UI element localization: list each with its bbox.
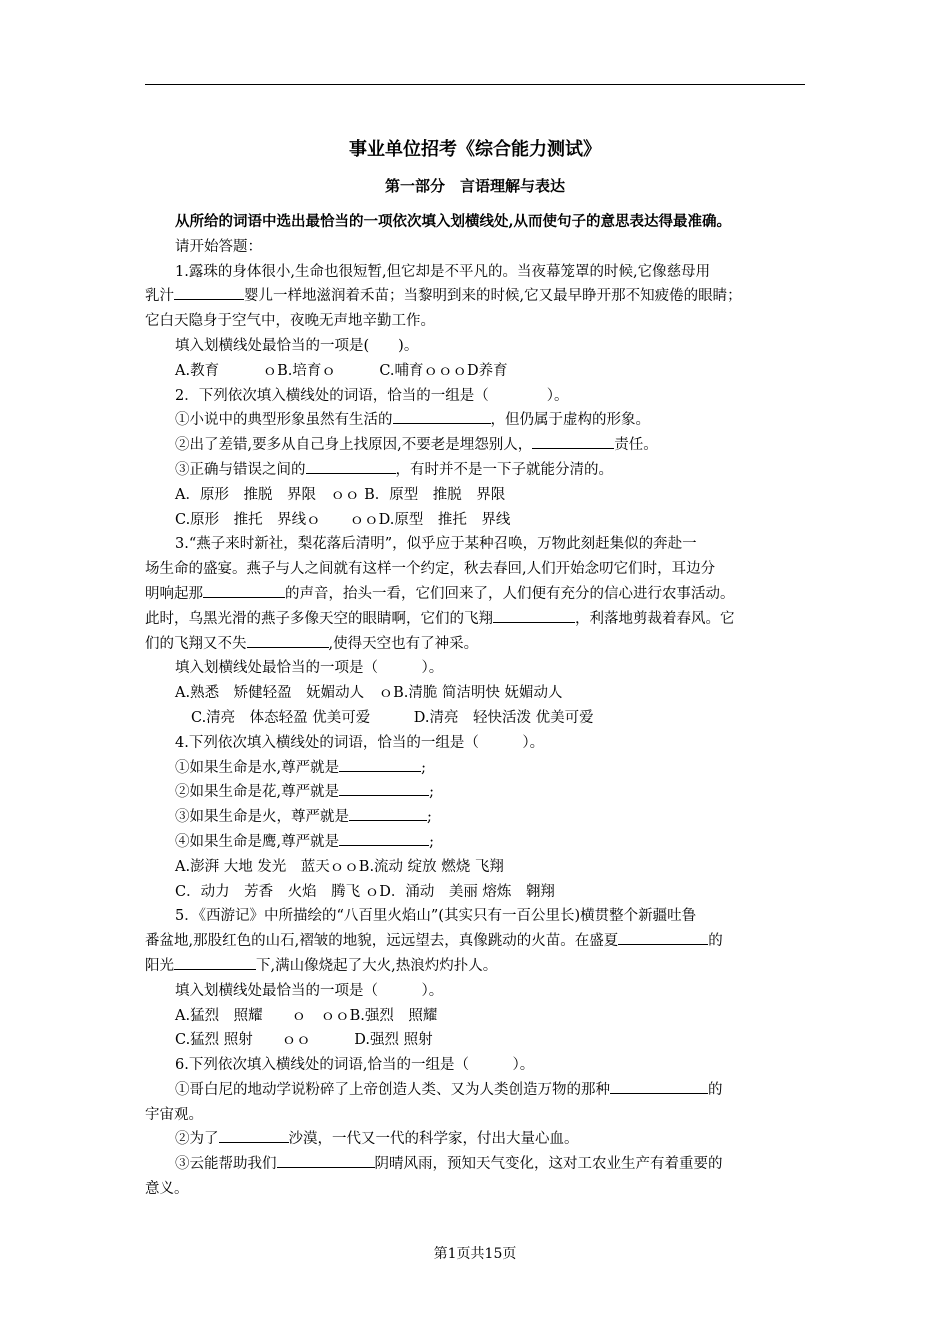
answer-blank xyxy=(174,954,256,970)
q3-prompt: 填入划横线处最恰当的一项是（ ）。 xyxy=(175,660,444,677)
answer-blank xyxy=(247,632,329,648)
document-body xyxy=(145,210,813,1202)
document-title: 事业单位招考《综合能力测试》 xyxy=(349,139,601,160)
q6-sentence: ①哥白尼的地动学说粉碎了上帝创造人类、又为人类创造万物的那种 的 xyxy=(145,1078,813,1103)
answer-blank xyxy=(306,458,396,474)
q5-options: A.猛烈 照耀 ｏ ｏｏB.强烈 照耀 xyxy=(175,1007,438,1024)
answer-blank xyxy=(339,780,429,796)
q5-prompt: 填入划横线处最恰当的一项是（ ）。 xyxy=(175,982,444,999)
q3-options: C.清亮 体态轻盈 优美可爱 D.清亮 轻快活泼 优美可爱 xyxy=(191,709,594,726)
q3-line: 3.“燕子来时新社，梨花落后清明”，似乎应于某种召唤，万物此刻赶集似的奔赴一 xyxy=(175,536,697,553)
q6-sentence: 意义。 xyxy=(145,1181,189,1198)
q4-sentence: ③如果生命是火，尊严就是 ; xyxy=(145,805,813,830)
q4-sentence: ④如果生命是鹰,尊严就是 ; xyxy=(145,830,813,855)
q4-options: A.澎湃 大地 发光 蓝天ｏｏB.流动 绽放 燃烧 飞翔 xyxy=(175,858,504,875)
header-rule xyxy=(145,84,805,85)
q5-line: 阳光 下,满山像烧起了大火,热浪灼灼扑人。 xyxy=(145,954,813,979)
q1-line: 1.露珠的身体很小,生命也很短暂,但它却是不平凡的。当夜幕笼罩的时候,它像慈母用 xyxy=(175,263,711,280)
answer-blank xyxy=(277,1152,375,1168)
q3-line: 此时，乌黑光滑的燕子多像天空的眼睛啊，它们的飞翔 ，利落地剪裁着春风。它 xyxy=(145,607,813,632)
q5-line: 番盆地,那股红色的山石,褶皱的地貌，远远望去，真像跳动的火苗。在盛夏 的 xyxy=(145,929,813,954)
instruction: 从所给的词语中选出最恰当的一项依次填入划横线处,从而使句子的意思表达得最准确。 xyxy=(175,213,732,230)
q2-sentence: ①小说中的典型形象虽然有生活的 ，但仍属于虚构的形象。 xyxy=(145,408,813,433)
q2-stem: 2．下列依次填入横线处的词语，恰当的一组是（ ）。 xyxy=(175,387,569,404)
answer-blank xyxy=(219,1127,289,1143)
q5-options: C.猛烈 照射 ｏｏ D.强烈 照射 xyxy=(175,1032,433,1049)
q4-sentence: ②如果生命是花,尊严就是 ; xyxy=(145,780,813,805)
q4-sentence: ①如果生命是水,尊严就是 ; xyxy=(145,756,813,781)
answer-blank xyxy=(174,284,244,300)
start-prompt: 请开始答题： xyxy=(175,238,262,255)
q1-options: A.教育 ｏB.培育ｏ C.哺育ｏｏｏD养育 xyxy=(175,362,508,379)
q6-sentence: ②为了 沙漠，一代又一代的科学家，付出大量心血。 xyxy=(145,1127,813,1152)
q6-sentence: ③云能帮助我们 阴晴风雨，预知天气变化，这对工农业生产有着重要的 xyxy=(145,1152,813,1177)
q5-line: 5．《西游记》中所描绘的“八百里火焰山”(其实只有一百公里长)横贯整个新疆吐鲁 xyxy=(175,908,697,925)
q4-stem: 4.下列依次填入横线处的词语，恰当的一组是（ ）。 xyxy=(175,734,545,751)
q4-options: C．动力 芳香 火焰 腾飞 ｏD．涌动 美丽 熔炼 翱翔 xyxy=(175,883,555,900)
page-footer: 第1页共15页 xyxy=(433,1246,517,1262)
q3-line: 明响起那 的声音，抬头一看，它们回来了，人们便有充分的信心进行农事活动。 xyxy=(145,582,813,607)
q6-sentence: 宇宙观。 xyxy=(145,1106,203,1123)
answer-blank xyxy=(493,607,575,623)
answer-blank xyxy=(618,929,708,945)
answer-blank xyxy=(349,805,427,821)
q2-sentence: ②出了差错,要多从自己身上找原因,不要老是埋怨别人， 责任。 xyxy=(145,433,813,458)
answer-blank xyxy=(610,1078,708,1094)
answer-blank xyxy=(532,433,614,449)
q3-line: 场生命的盛宴。燕子与人之间就有这样一个约定，秋去春回,人们开始念叨它们时，耳边分 xyxy=(145,561,716,578)
q1-prompt: 填入划横线处最恰当的一项是( )。 xyxy=(175,337,419,354)
q1-line: 它白天隐身于空气中，夜晚无声地辛勤工作。 xyxy=(145,313,435,330)
answer-blank xyxy=(339,756,421,772)
q1-line: 乳汁 婴儿一样地滋润着禾苗；当黎明到来的时候,它又最早睁开那不知疲倦的眼睛； xyxy=(145,284,813,309)
q3-options: A.熟悉 矫健轻盈 妩媚动人 ｏB.清脆 简洁明快 妩媚动人 xyxy=(175,685,563,702)
answer-blank xyxy=(339,830,429,846)
answer-blank xyxy=(393,408,491,424)
q3-line: 们的飞翔又不失 ,使得天空也有了神采。 xyxy=(145,632,813,657)
q6-stem: 6.下列依次填入横线处的词语,恰当的一组是（ ）。 xyxy=(175,1057,535,1074)
answer-blank xyxy=(203,582,285,598)
q2-options: A．原形 推脱 界限 ｏｏ B．原型 推脱 界限 xyxy=(175,486,506,503)
q2-sentence: ③正确与错误之间的 ，有时并不是一下子就能分清的。 xyxy=(145,458,813,483)
part-title: 第一部分 言语理解与表达 xyxy=(384,177,565,195)
q2-options: C.原形 推托 界线ｏ ｏｏD.原型 推托 界线 xyxy=(175,511,511,528)
